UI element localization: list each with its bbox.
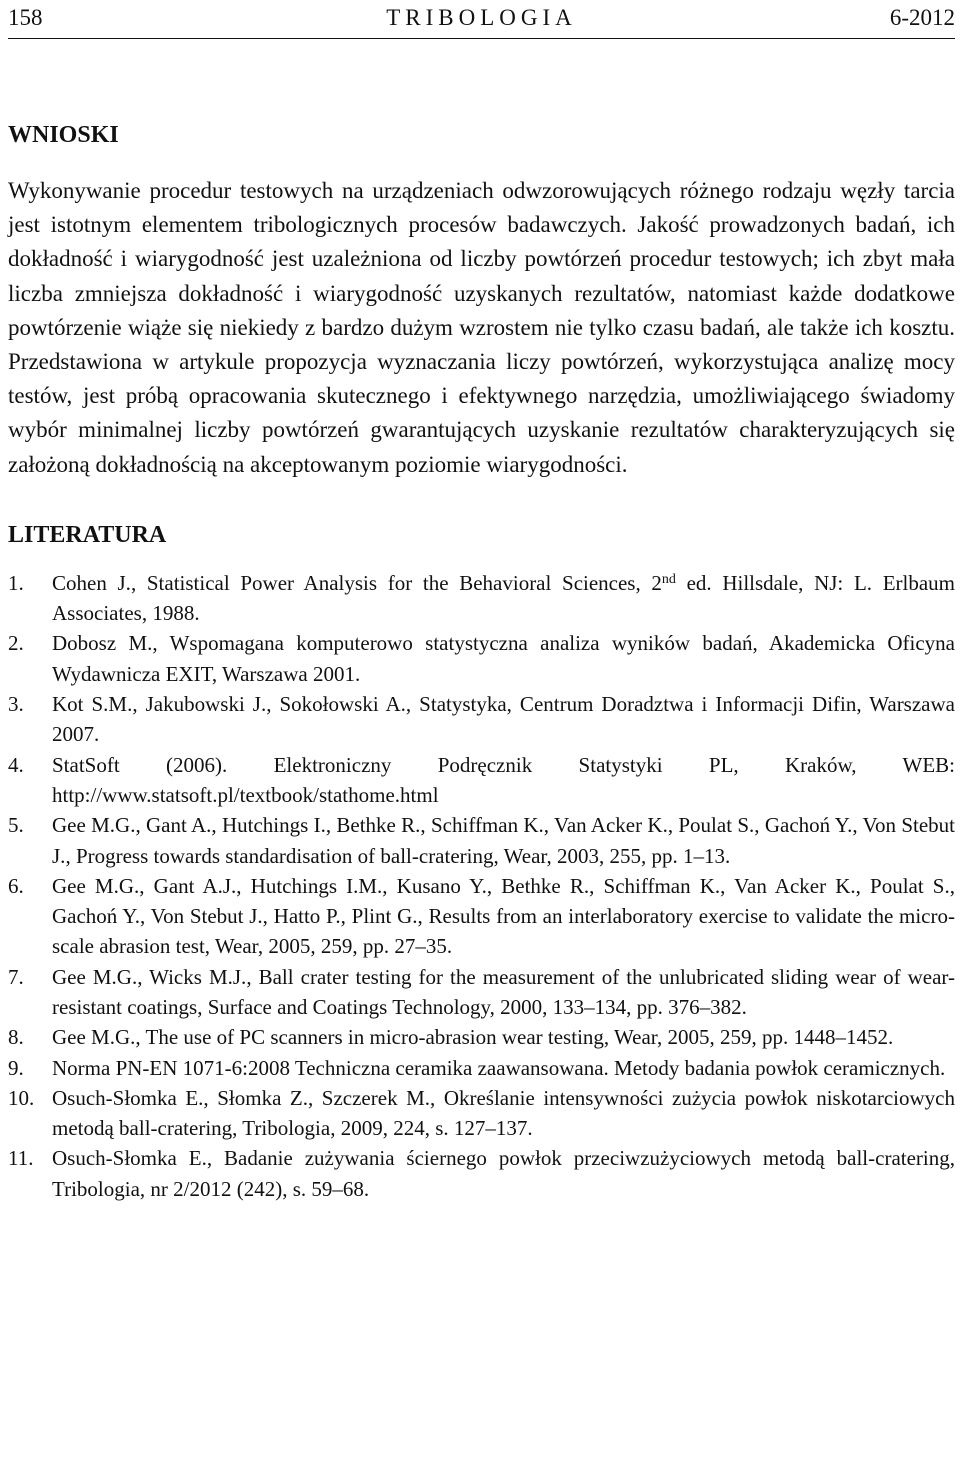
references-heading: LITERATURA bbox=[8, 521, 167, 548]
running-header bbox=[8, 4, 955, 39]
reference-body: , Statistical Power Analysis for the Behavioral Sciences, 2 bbox=[130, 570, 662, 595]
reference-text bbox=[52, 1053, 955, 1083]
reference-list bbox=[8, 568, 955, 1204]
reference-item bbox=[8, 750, 955, 811]
reference-number: 1. bbox=[8, 570, 24, 595]
reference-text bbox=[52, 568, 955, 629]
reference-number: 7. bbox=[8, 964, 24, 989]
reference-body: , Określanie intensywności zużycia powłok niskotarciowych metodą ball-cratering, Tribologia, 2009, 224, s. 127–137. bbox=[52, 1085, 955, 1141]
reference-authors: Osuch-Słomka E. bbox=[52, 1146, 207, 1171]
reference-item bbox=[8, 689, 955, 750]
reference-authors: Gee M.G., Wicks M.J. bbox=[52, 964, 247, 989]
reference-body: Techniczna ceramika zaawansowana. Metody badania powłok ceramicznych. bbox=[289, 1055, 946, 1080]
reference-body: , Ball crater testing for the measurement of the unlubricated sliding wear of wear-resistant coatings, Surface and Coatings Technology, 2000, 133–134, pp. 376–382. bbox=[52, 964, 955, 1019]
reference-text bbox=[52, 962, 955, 1023]
reference-authors: Kot S.M., Jakubowski J., Sokołowski A. bbox=[52, 692, 406, 717]
reference-number: 4. bbox=[8, 752, 24, 777]
reference-number: 2. bbox=[8, 631, 24, 656]
reference-body: , Badanie zużywania ściernego powłok przeciwzużyciowych metodą ball-cratering, Tribologia, nr 2/2012 (242), s. 59–68. bbox=[52, 1146, 955, 1201]
reference-item bbox=[8, 1083, 955, 1144]
reference-text bbox=[52, 1083, 955, 1144]
reference-item bbox=[8, 871, 955, 962]
reference-authors: Gee M.G., Gant A., Hutchings I., Bethke R., Schiffman K., Van Acker K., Poulat S., Gachoń Y., Von Stebut J. bbox=[52, 813, 955, 868]
reference-text bbox=[52, 1143, 955, 1204]
reference-authors: Gee M.G. bbox=[52, 1025, 136, 1050]
reference-text bbox=[52, 1022, 955, 1052]
ordinal-superscript: nd bbox=[661, 571, 676, 587]
conclusions-heading: WNIOSKI bbox=[8, 122, 119, 148]
reference-text bbox=[52, 810, 955, 871]
reference-number: 6. bbox=[8, 873, 24, 898]
reference-authors: Norma PN-EN 1071-6:2008 bbox=[52, 1055, 290, 1080]
reference-body: , Statystyka, Centrum Doradztwa i Informacji Difin, Warszawa 2007. bbox=[52, 692, 955, 747]
reference-text bbox=[52, 628, 955, 689]
reference-number: 8. bbox=[8, 1025, 24, 1050]
reference-body-end: ed. Hillsdale, NJ: L. Erlbaum Associates, 1988. bbox=[52, 570, 956, 626]
reference-authors: Dobosz M. bbox=[52, 631, 153, 656]
reference-item bbox=[8, 962, 955, 1023]
reference-body: , Wspomagana komputerowo statystyczna analiza wyników badań, Akademicka Oficyna Wydawnicza EXIT, Warszawa 2001. bbox=[52, 631, 955, 686]
document-page bbox=[8, 0, 955, 1204]
conclusions-paragraph: Wykonywanie procedur testowych na urządzeniach odwzorowujących różnego rodzaju węzły tarcia jest istotnym elementem tribologicznych procesów badawczych. Jakość prowadzonych badań, ich dokładność i wiarygodność jest uzależniona od liczby powtórzeń procedur testowych; ich zbyt mała liczba zmniejsza dokładność i wiarygodność uzyskanych rezultatów, natomiast każde dodatkowe powtórzenie wiąże się niekiedy z bardzo dużym wzrostem nie tylko czasu badań, ale także ich kosztu. Przedstawiona w artykule propozycja wyznaczania liczy powtórzeń, wykorzystująca analizę mocy testów, jest próbą opracowania skutecznego i efektywnego narzędzia, umożliwiającego świadomy wybór minimalnej liczby powtórzeń gwarantujących uzyskanie rezultatów charakteryzujących się założoną dokładnością na akceptowanym poziomie wiarygodności. bbox=[8, 178, 955, 477]
reference-item bbox=[8, 1053, 955, 1083]
reference-authors: Osuch-Słomka E., Słomka Z., Szczerek M. bbox=[52, 1085, 431, 1110]
reference-item bbox=[8, 1022, 955, 1052]
reference-authors: Gee M.G., Gant A.J., Hutchings I.M., Kusano Y., Bethke R., Schiffman K., Van Acker K., Poulat S., Gachoń Y., Von Stebut J., Hatto P., Plint G. bbox=[52, 873, 955, 929]
journal-title: TRIBOLOGIA bbox=[386, 5, 577, 30]
reference-authors: Cohen J. bbox=[52, 570, 131, 595]
reference-body: , Progress towards standardisation of ball-cratering, Wear, 2003, 255, pp. 1–13. bbox=[65, 843, 731, 868]
reference-number: 11. bbox=[8, 1146, 34, 1171]
reference-authors: StatSoft (2006). bbox=[52, 752, 228, 777]
reference-number: 10. bbox=[8, 1085, 35, 1110]
reference-item bbox=[8, 1143, 955, 1204]
reference-text bbox=[52, 871, 955, 962]
reference-number: 3. bbox=[8, 692, 24, 717]
reference-item bbox=[8, 568, 955, 629]
reference-body: , Results from an interlaboratory exercise to validate the micro-scale abrasion test, Wear, 2005, 259, pp. 27–35. bbox=[52, 904, 955, 959]
reference-text bbox=[52, 750, 955, 811]
reference-item bbox=[8, 810, 955, 871]
reference-number: 9. bbox=[8, 1055, 24, 1080]
reference-body: Elektroniczny Podręcznik Statystyki PL, Kraków, WEB: http://www.statsoft.pl/textbook/stathome.html bbox=[52, 752, 955, 807]
page-number: 158 bbox=[8, 5, 43, 30]
issue-number: 6-2012 bbox=[889, 5, 955, 30]
reference-number: 5. bbox=[8, 813, 24, 838]
reference-item bbox=[8, 628, 955, 689]
reference-body: , The use of PC scanners in micro-abrasion wear testing, Wear, 2005, 259, pp. 1448–1452. bbox=[135, 1025, 894, 1050]
reference-text bbox=[52, 689, 955, 750]
